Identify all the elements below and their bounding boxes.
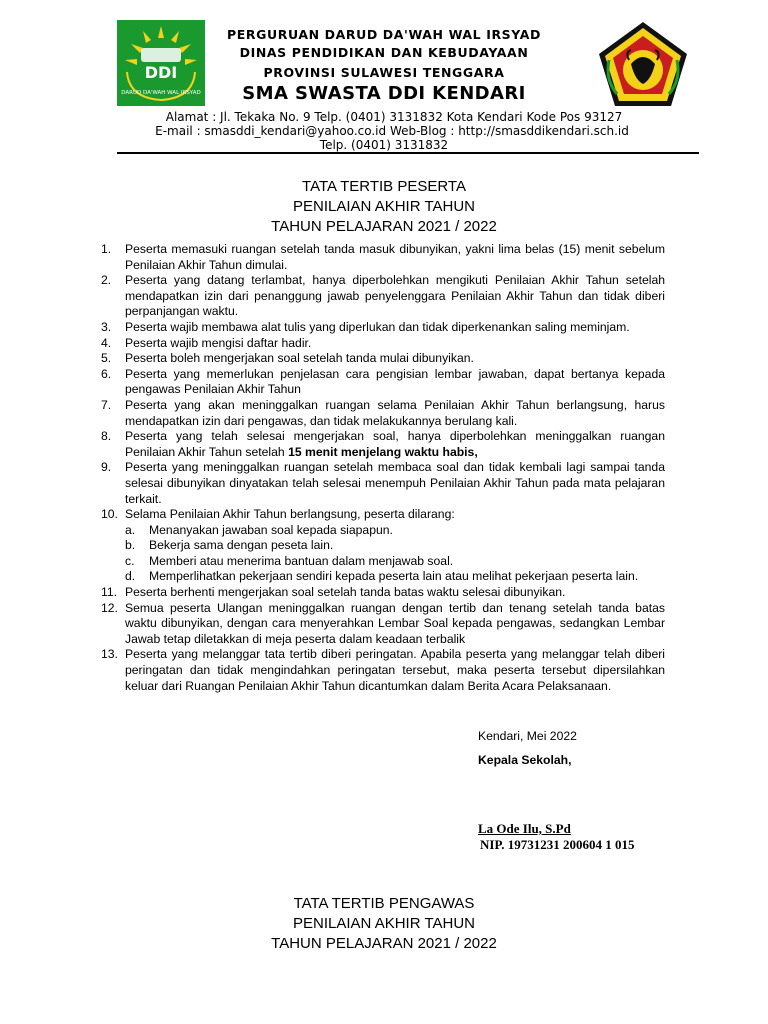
rule-item (101, 242, 665, 273)
rule-item (101, 585, 665, 601)
rule-text: Peserta yang datang terlambat, hanya diperbolehkan mengikuti Penilaian Akhir Tahun setelah mendapatkan izin dari penanggung jawab penyelenggara Penilaian Akhir Tahun dan tidak diberi perpanjangan waktu. (125, 273, 665, 319)
place-date: Kendari, Mei 2022 (478, 729, 577, 743)
rule-emphasis: 15 menit menjelang waktu habis, (288, 444, 478, 459)
section2-year: TAHUN PELAJARAN 2021 / 2022 (271, 935, 497, 952)
prohibition-text: Bekerja sama dengan peseta lain. (149, 538, 334, 553)
rule-number: 10. (101, 507, 118, 522)
rule-item (101, 647, 665, 694)
letterhead-divider (117, 152, 699, 154)
rule-number: 13. (101, 647, 118, 662)
ddi-logo-text: DDI (144, 63, 178, 82)
rule-number: 2. (101, 273, 112, 288)
section1-year: TAHUN PELAJARAN 2021 / 2022 (271, 218, 497, 235)
school-contact: E-mail : smasddi_kendari@yahoo.co.id Web-Blog : http://smasddikendari.sch.id (155, 124, 629, 138)
school-phone: Telp. (0401) 3131832 (319, 138, 449, 152)
rule-number: 11. (101, 585, 118, 600)
prohibitions-list (125, 523, 665, 585)
rule-number: 6. (101, 366, 112, 381)
province-name: PROVINSI SULAWESI TENGGARA (263, 65, 505, 80)
rule-item (101, 460, 665, 507)
rule-text: Peserta yang memerlukan penjelasan cara pengisian lembar jawaban, dapat bertanya kepada pengawas Penilaian Akhir Tahun (125, 366, 665, 397)
rule-number: 7. (101, 397, 112, 412)
rule-number: 8. (101, 429, 112, 444)
rule-item (101, 336, 665, 352)
prohibition-text: Memperlihatkan pekerjaan sendiri kepada peserta lain atau melihat pekerjaan peserta lain. (149, 569, 639, 584)
school-name: SMA SWASTA DDI KENDARI (242, 83, 526, 104)
prohibition-text: Menanyakan jawaban soal kepada siapapun. (149, 522, 393, 537)
signatory-name: La Ode Ilu, S.Pd (478, 821, 571, 836)
rule-item (101, 273, 665, 320)
rule-number: 12. (101, 600, 118, 615)
rule-text: Semua peserta Ulangan meninggalkan ruangan dengan tertib dan tenang setelah tanda batas waktu dibunyikan, dengan cara menyerahkan Lembar Soal kepada pengawas, sedangkan Lembar Jawab tetap diletakkan di meja peserta dalam keadaan terbalik (125, 600, 665, 646)
rule-text: Peserta yang meninggalkan ruangan setelah membaca soal dan tidak kembali lagi sampai tanda selesai dibunyikan dinyatakan telah selesai menempuh Penilaian Akhir Tahun pada mata pelajaran terkait. (125, 460, 665, 506)
school-address: Alamat : Jl. Tekaka No. 9 Telp. (0401) 3131832 Kota Kendari Kode Pos 93127 (165, 110, 623, 124)
rule-number: 5. (101, 351, 112, 366)
section1-subtitle: PENILAIAN AKHIR TAHUN (293, 198, 475, 215)
rule-number: 4. (101, 335, 112, 350)
rule-item (101, 320, 665, 336)
participant-rules-list (101, 242, 665, 694)
rule-item (101, 601, 665, 648)
rule-number: 3. (101, 319, 112, 334)
rule-item (101, 507, 665, 585)
rule-text: Selama Penilaian Akhir Tahun berlangsung, peserta dilarang: (125, 507, 455, 522)
rule-text: Peserta yang melanggar tata tertib diberi peringatan. Apabila peserta yang melanggar telah diberi peringatan dan tidak mengindahkan peringatan tersebut, maka peserta tersebut dipersilahkan keluar dari Ruangan Penilaian Akhir Tahun dicantumkan dalam Berita Acara Pelaksanaan. (125, 647, 665, 693)
section2-subtitle: PENILAIAN AKHIR TAHUN (293, 915, 475, 932)
rule-text: Peserta wajib mengisi daftar hadir. (125, 335, 312, 350)
rule-number: 1. (101, 242, 112, 256)
prohibition-letter: a. (125, 522, 136, 537)
rule-text: Peserta memasuki ruangan setelah tanda masuk dibunyikan, yakni lima belas (15) menit sebelum Penilaian Akhir Tahun dimulai. (125, 242, 665, 272)
prohibition-letter: c. (125, 553, 135, 568)
foundation-name: PERGURUAN DARUD DA'WAH WAL IRSYAD (227, 27, 541, 42)
prohibition-text: Memberi atau menerima bantuan dalam menjawab soal. (149, 553, 454, 568)
ddi-logo-caption: DARUD DA'WAH WAL IRSYAD (121, 90, 201, 96)
rule-number: 9. (101, 460, 112, 475)
signatory-role: Kepala Sekolah, (478, 753, 572, 767)
rule-text: Peserta berhenti mengerjakan soal setelah tanda batas waktu selesai dibunyikan. (125, 585, 566, 600)
prohibition-item (125, 554, 665, 570)
prohibition-item (125, 569, 665, 585)
rule-item (101, 351, 665, 367)
agency-name: DINAS PENDIDIKAN DAN KEBUDAYAAN (239, 45, 529, 60)
rule-text: Peserta wajib membawa alat tulis yang diperlukan dan tidak diperkenankan saling meminjam. (125, 319, 630, 334)
rule-item (101, 429, 665, 460)
prohibition-item (125, 523, 665, 539)
rule-text: Peserta boleh mengerjakan soal setelah tanda mulai dibunyikan. (125, 351, 474, 366)
prohibition-item (125, 538, 665, 554)
section2-title: TATA TERTIB PENGAWAS (293, 895, 475, 912)
rule-item (101, 398, 665, 429)
section1-title: TATA TERTIB PESERTA (302, 178, 466, 195)
prohibition-letter: d. (125, 569, 136, 584)
prohibition-letter: b. (125, 538, 136, 553)
rule-text: Peserta yang akan meninggalkan ruangan selama Penilaian Akhir Tahun berlangsung, harus mendapatkan izin dari pengawas, dan tidak melakukannya berulang kali. (125, 397, 665, 428)
rule-text: Peserta yang telah selesai mengerjakan soal, hanya diperbolehkan meninggalkan ruangan Penilaian Akhir Tahun setelah (125, 429, 665, 459)
signatory-nip: NIP. 19731231 200604 1 015 (480, 837, 635, 852)
rule-item (101, 367, 665, 398)
